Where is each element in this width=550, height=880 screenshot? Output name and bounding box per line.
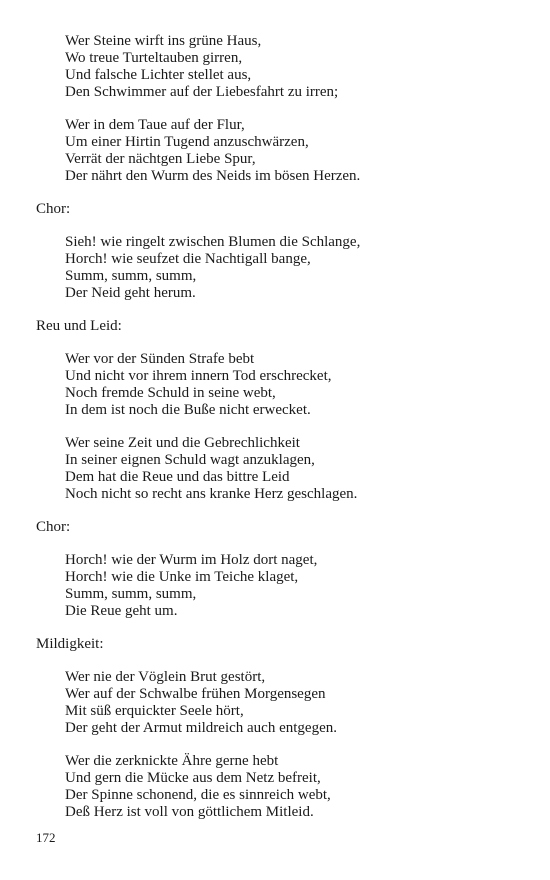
verse-line: Die Reue geht um.	[65, 603, 178, 619]
verse-line: Und nicht vor ihrem innern Tod erschrecket,	[65, 368, 332, 384]
verse-line: Der geht der Armut mildreich auch entgegen.	[65, 720, 337, 736]
poem-text	[36, 33, 516, 821]
speaker-label: Reu und Leid:	[36, 318, 122, 334]
verse-line: Der Spinne schonend, die es sinnreich webt,	[65, 787, 331, 803]
verse-line: Noch nicht so recht ans kranke Herz geschlagen.	[65, 486, 358, 502]
verse-line: Summ, summ, summ,	[65, 586, 197, 602]
stanza-gap	[36, 653, 516, 669]
stanza-gap	[36, 737, 516, 753]
verse-line: Wer nie der Vöglein Brut gestört,	[65, 669, 266, 685]
stanza-gap	[36, 335, 516, 351]
verse-line: Wo treue Turteltauben girren,	[65, 50, 243, 66]
verse-line: Der Neid geht herum.	[65, 285, 196, 301]
verse-line: Wer auf der Schwalbe frühen Morgensegen	[65, 686, 326, 702]
verse-line: Mit süß erquickter Seele hört,	[65, 703, 244, 719]
verse-line: Der nährt den Wurm des Neids im bösen Herzen.	[65, 168, 361, 184]
stanza	[36, 753, 516, 821]
verse-line: Sieh! wie ringelt zwischen Blumen die Schlange,	[65, 234, 361, 250]
stanza	[36, 435, 516, 503]
verse-line: Verrät der nächtgen Liebe Spur,	[65, 151, 256, 167]
verse-line: Deß Herz ist voll von göttlichem Mitleid.	[65, 804, 314, 820]
stanza-gap	[36, 218, 516, 234]
verse-line: Dem hat die Reue und das bittre Leid	[65, 469, 290, 485]
stanza-gap	[36, 620, 516, 636]
verse-line: Horch! wie seufzet die Nachtigall bange,	[65, 251, 311, 267]
stanza-gap	[36, 419, 516, 435]
verse-line: Wer die zerknickte Ähre gerne hebt	[65, 753, 279, 769]
stanza-gap	[36, 536, 516, 552]
verse-line: Den Schwimmer auf der Liebesfahrt zu irren;	[65, 84, 339, 100]
speaker-label: Chor:	[36, 519, 71, 535]
stanza	[36, 351, 516, 419]
verse-line: In dem ist noch die Buße nicht erwecket.	[65, 402, 311, 418]
page-number: 172	[36, 830, 56, 845]
verse-line: Und falsche Lichter stellet aus,	[65, 67, 252, 83]
speaker-label: Chor:	[36, 201, 71, 217]
verse-line: Noch fremde Schuld in seine webt,	[65, 385, 276, 401]
stanza	[36, 33, 516, 101]
verse-line: Wer vor der Sünden Strafe bebt	[65, 351, 255, 367]
stanza-gap	[36, 185, 516, 201]
stanza	[36, 552, 516, 620]
speaker-label: Mildigkeit:	[36, 636, 104, 652]
verse-line: Wer seine Zeit und die Gebrechlichkeit	[65, 435, 300, 451]
verse-line: Und gern die Mücke aus dem Netz befreit,	[65, 770, 321, 786]
verse-line: Um einer Hirtin Tugend anzuschwärzen,	[65, 134, 309, 150]
verse-line: In seiner eignen Schuld wagt anzuklagen,	[65, 452, 315, 468]
verse-line: Summ, summ, summ,	[65, 268, 197, 284]
verse-line: Horch! wie die Unke im Teiche klaget,	[65, 569, 299, 585]
verse-line: Horch! wie der Wurm im Holz dort naget,	[65, 552, 318, 568]
stanza	[36, 669, 516, 737]
verse-line: Wer in dem Taue auf der Flur,	[65, 117, 245, 133]
stanza-gap	[36, 503, 516, 519]
stanza-gap	[36, 101, 516, 117]
stanza	[36, 234, 516, 302]
stanza-gap	[36, 302, 516, 318]
stanza	[36, 117, 516, 185]
verse-line: Wer Steine wirft ins grüne Haus,	[65, 33, 262, 49]
